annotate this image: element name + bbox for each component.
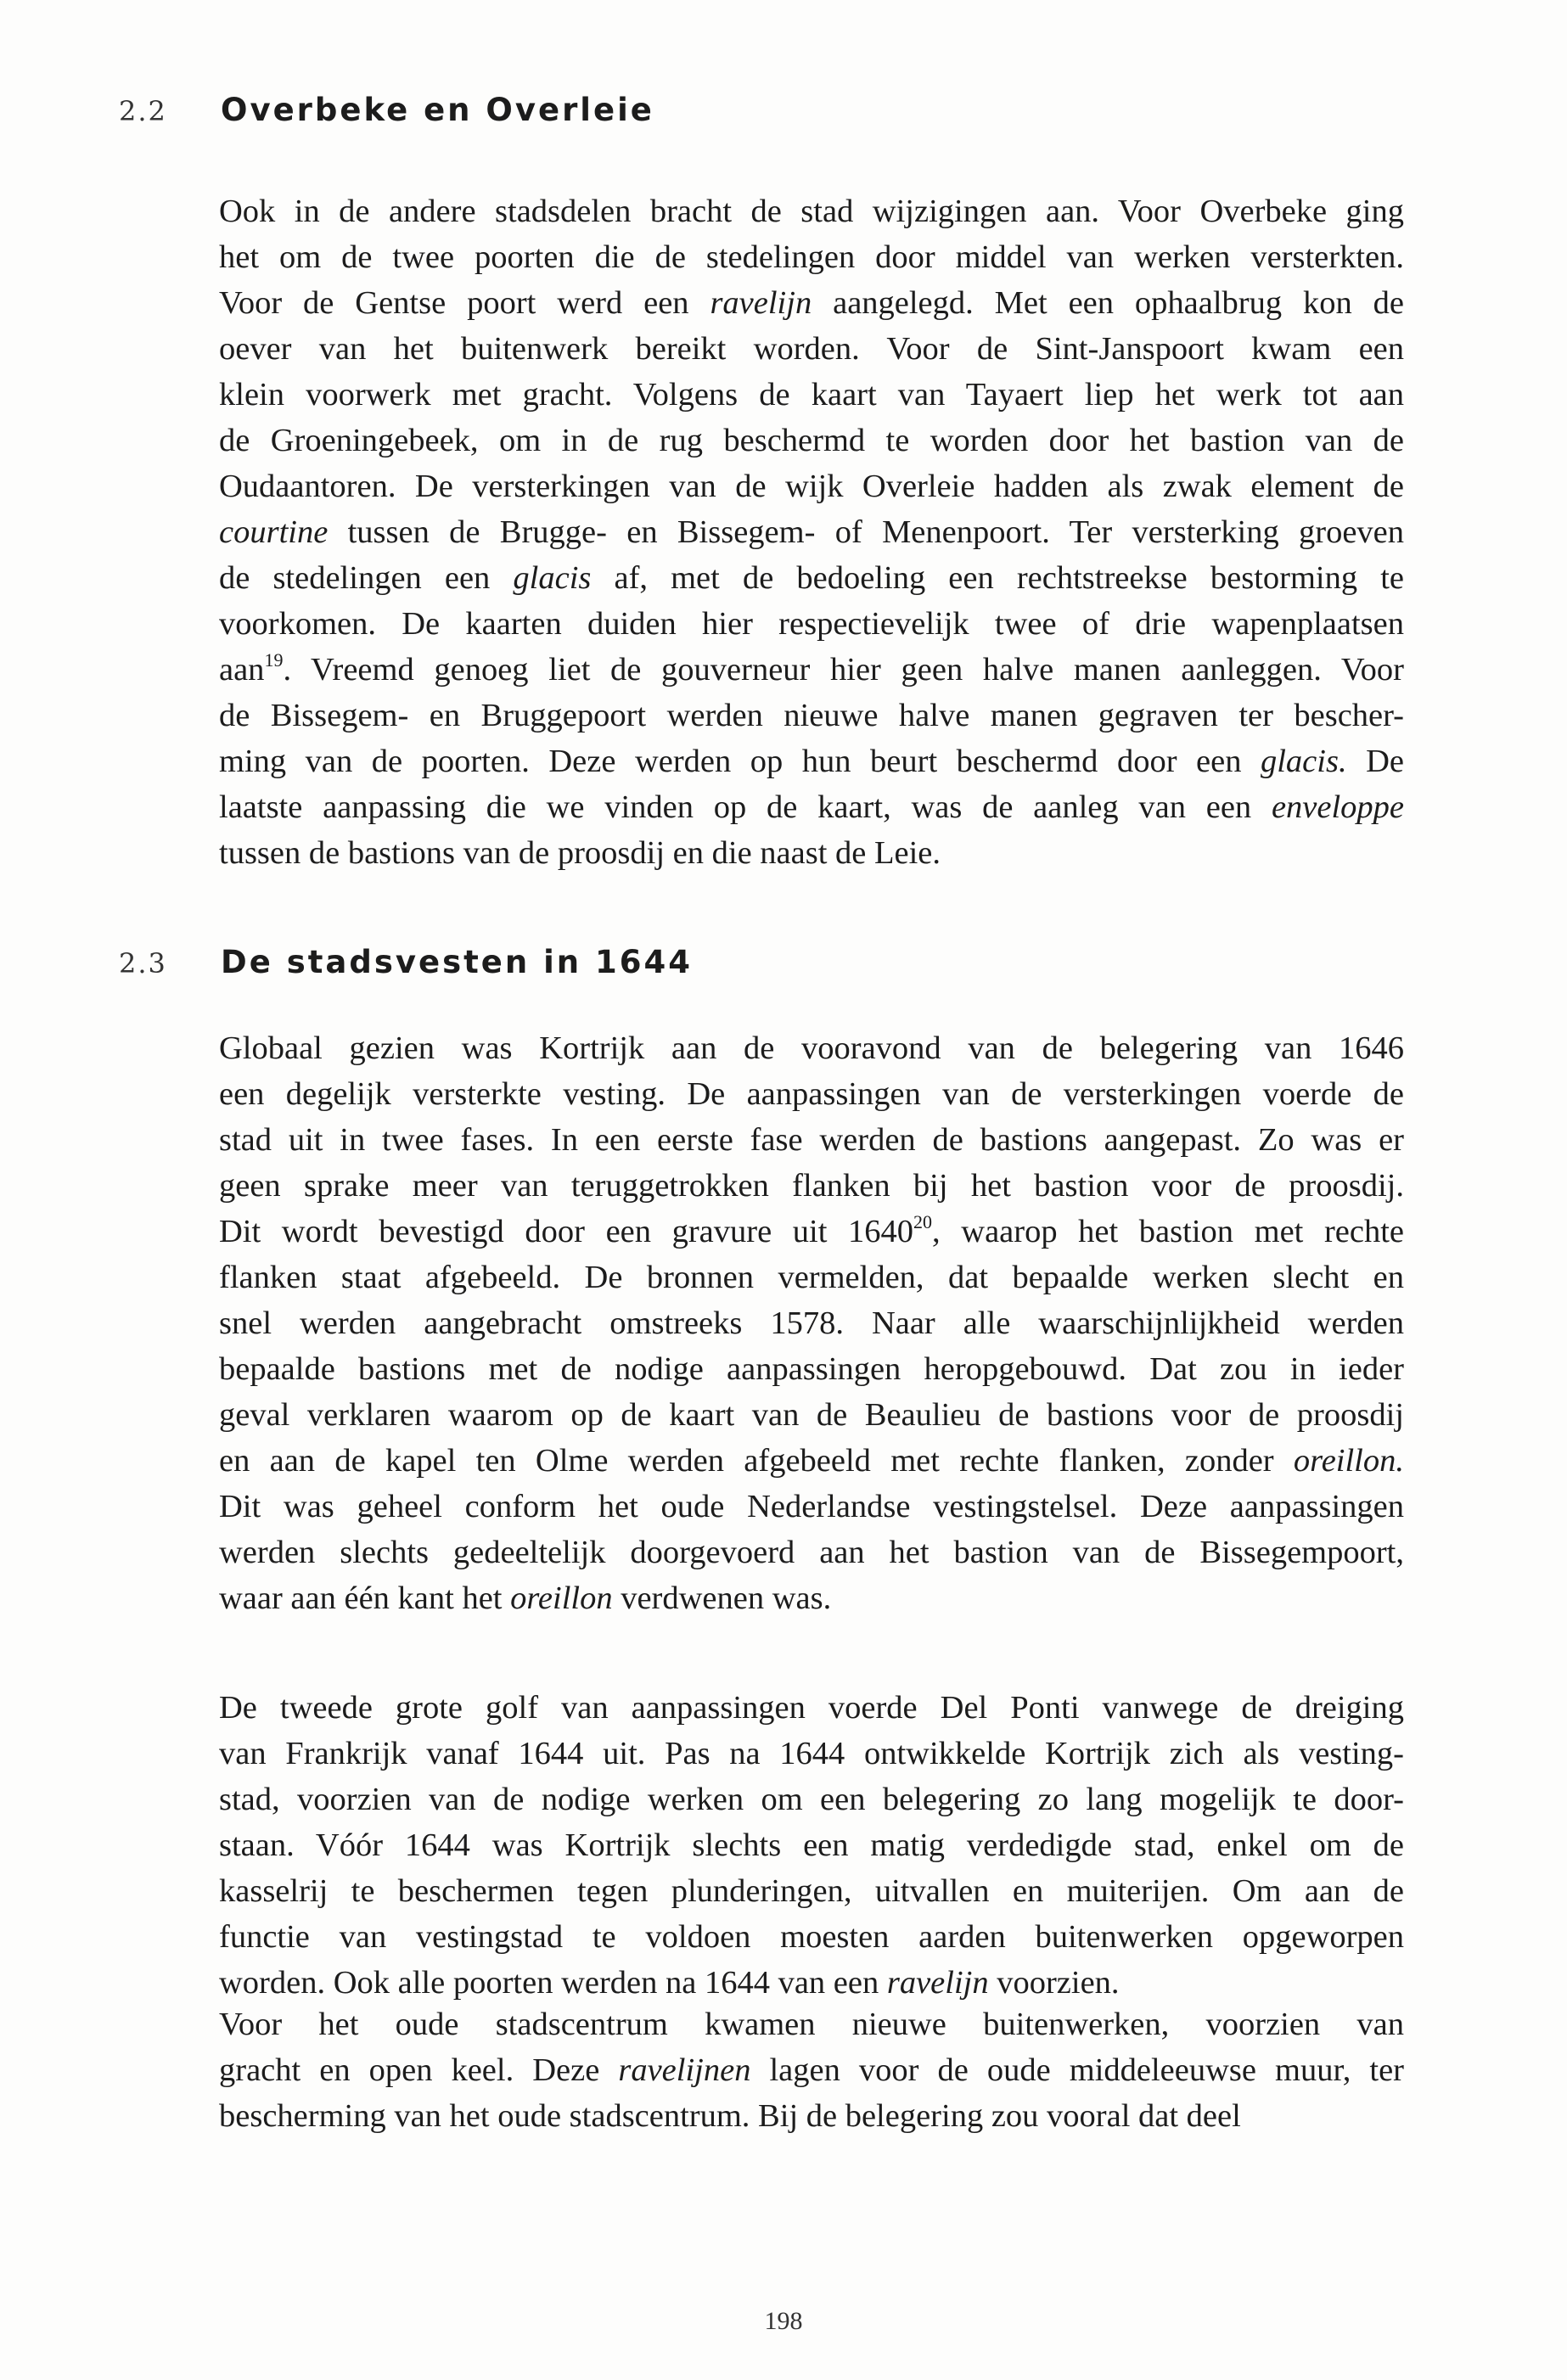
text-line: De tweede grote golf van aanpassingen voerde Del Ponti vanwege de dreiging bbox=[219, 1690, 1404, 1726]
text-line: waar aan één kant het oreillon verdwenen was. bbox=[219, 1580, 832, 1616]
text-line: een degelijk versterkte vesting. De aanpassingen van de versterkingen voerde de bbox=[219, 1076, 1404, 1112]
paragraph-globaal bbox=[219, 1025, 1404, 1621]
text-line: van Frankrijk vanaf 1644 uit. Pas na 1644 ontwikkelde Kortrijk zich als vesting- bbox=[219, 1736, 1404, 1771]
italic-term: ravelijnen bbox=[618, 2052, 751, 2088]
section-title: De stadsvesten in 1644 bbox=[221, 944, 693, 980]
text-line: de Groeningebeek, om in de rug beschermd te worden door het bastion van de bbox=[219, 423, 1404, 458]
text-line: bescherming van het oude stadscentrum. Bij de belegering zou vooral dat deel bbox=[219, 2098, 1241, 2134]
section-title: Overbeke en Overleie bbox=[221, 92, 654, 128]
italic-term: glacis. bbox=[1260, 744, 1347, 779]
section-heading-2-3 bbox=[119, 944, 693, 980]
text-line: en aan de kapel ten Olme werden afgebeeld met rechte flanken, zonder oreillon. bbox=[219, 1443, 1404, 1479]
text-line: snel werden aangebracht omstreeks 1578. Naar alle waarschijnlijkheid werden bbox=[219, 1305, 1404, 1341]
text-line: oever van het buitenwerk bereikt worden. Voor de Sint-Janspoort kwam een bbox=[219, 331, 1404, 367]
italic-term: oreillon bbox=[510, 1580, 613, 1616]
text-line: Dit wordt bevestigd door een gravure uit 1640$^{20}$, waarop het bastion met rechte bbox=[219, 1211, 1405, 1249]
section-number: 2.2 bbox=[119, 95, 167, 127]
section-heading-2-2 bbox=[119, 92, 654, 128]
text-line: staan. Vóór 1644 was Kortrijk slechts een matig verdedigde stad, enkel om de bbox=[219, 1827, 1404, 1863]
text-line: bepaalde bastions met de nodige aanpassingen heropgebouwd. Dat zou in ieder bbox=[219, 1351, 1404, 1387]
text-line: Globaal gezien was Kortrijk aan de vooravond van de belegering van 1646 bbox=[219, 1030, 1404, 1066]
italic-term: ravelijn bbox=[710, 285, 812, 321]
text-line: laatste aanpassing die we vinden op de kaart, was de aanleg van een enveloppe bbox=[219, 789, 1404, 825]
text-line: tussen de bastions van de proosdij en die naast de Leie. bbox=[219, 835, 941, 871]
text-line: Oudaantoren. De versterkingen van de wijk Overleie hadden als zwak element de bbox=[219, 469, 1404, 504]
text-line: functie van vestingstad te voldoen moesten aarden buitenwerken opgeworpen bbox=[219, 1919, 1404, 1955]
text-line: het om de twee poorten die de stedelingen door middel van werken versterkten. bbox=[219, 239, 1404, 275]
text-line: de stedelingen een glacis af, met de bedoeling een rechtstreekse bestorming te bbox=[219, 560, 1404, 596]
page-number: 198 bbox=[764, 2307, 803, 2335]
text-line: courtine tussen de Brugge- en Bissegem- of Menenpoort. Ter versterking groeven bbox=[219, 514, 1404, 550]
footnote-ref[interactable]: 19 bbox=[264, 649, 284, 671]
text-line: de Bissegem- en Bruggepoort werden nieuwe halve manen gegraven ter bescher- bbox=[219, 698, 1404, 733]
text-line: stad uit in twee fases. In een eerste fase werden de bastions aangepast. Zo was er bbox=[219, 1122, 1404, 1158]
text-line: Ook in de andere stadsdelen bracht de stad wijzigingen aan. Voor Overbeke ging bbox=[219, 194, 1404, 229]
italic-term: enveloppe bbox=[1271, 789, 1404, 825]
italic-term: courtine bbox=[219, 514, 329, 550]
paragraph-overbeke bbox=[219, 188, 1404, 876]
italic-term: oreillon. bbox=[1293, 1443, 1404, 1479]
text-line: gracht en open keel. Deze ravelijnen lagen voor de oude middeleeuwse muur, ter bbox=[219, 2052, 1404, 2088]
text-line: Voor de Gentse poort werd een ravelijn aangelegd. Met een ophaalbrug kon de bbox=[219, 285, 1404, 321]
italic-term: ravelijn bbox=[886, 1965, 989, 2001]
text-line: klein voorwerk met gracht. Volgens de kaart van Tayaert liep het werk tot aan bbox=[219, 377, 1404, 413]
footnote-ref[interactable]: 20 bbox=[913, 1211, 933, 1232]
text-line: worden. Ook alle poorten werden na 1644 van een ravelijn voorzien. bbox=[219, 1965, 1120, 2001]
text-line: flanken staat afgebeeld. De bronnen vermelden, dat bepaalde werken slecht en bbox=[219, 1260, 1404, 1295]
paragraph-tweede-golf bbox=[219, 1685, 1404, 2006]
text-line: werden slechts gedeeltelijk doorgevoerd aan het bastion van de Bissegempoort, bbox=[219, 1535, 1404, 1570]
text-line: stad, voorzien van de nodige werken om een belegering zo lang mogelijk te door- bbox=[219, 1782, 1404, 1817]
text-line: Voor het oude stadscentrum kwamen nieuwe buitenwerken, voorzien van bbox=[219, 2007, 1404, 2042]
text-line: kasselrij te beschermen tegen plunderingen, uitvallen en muiterijen. Om aan de bbox=[219, 1873, 1404, 1909]
text-line: Dit was geheel conform het oude Nederlandse vestingstelsel. Deze aanpassingen bbox=[219, 1489, 1404, 1524]
text-line: ming van de poorten. Deze werden op hun beurt beschermd door een glacis. De bbox=[219, 744, 1404, 779]
text-line: geen sprake meer van teruggetrokken flanken bij het bastion voor de proosdij. bbox=[219, 1168, 1404, 1204]
text-line: voorkomen. De kaarten duiden hier respectievelijk twee of drie wapenplaatsen bbox=[219, 606, 1404, 642]
text-line: aan$^{19}$. Vreemd genoeg liet de gouverneur hier geen halve manen aanleggen. Voor bbox=[219, 649, 1404, 688]
italic-term: glacis bbox=[513, 560, 592, 596]
text-line: geval verklaren waarom op de kaart van de Beaulieu de bastions voor de proosdij bbox=[219, 1397, 1404, 1433]
section-number: 2.3 bbox=[119, 947, 167, 980]
paragraph-stadscentrum bbox=[219, 2001, 1404, 2139]
